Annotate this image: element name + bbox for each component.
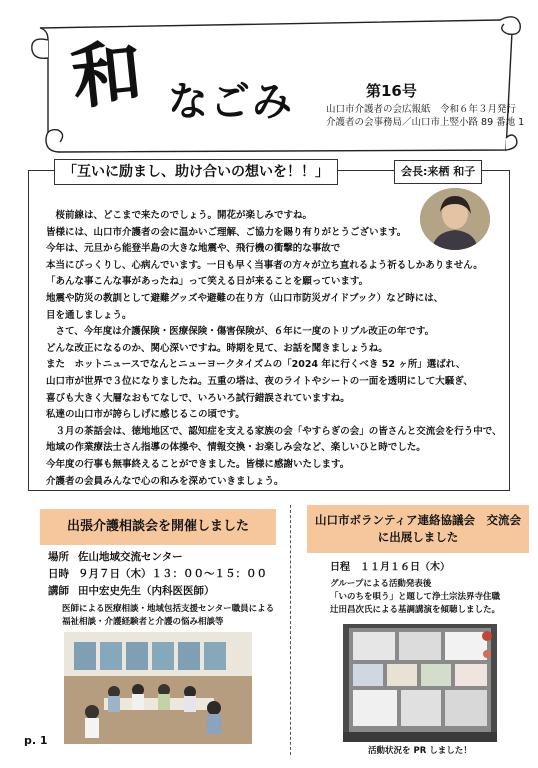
message-line: また ホットニュースでなんとニューヨークタイズムの「2024 年に行くべき 52 ヶ所」選ばれ、 — [46, 359, 466, 371]
date-label: 日時 — [48, 568, 69, 580]
consultation-note-2: 福祉相談・介護経験者と介護の悩み相談等 — [62, 617, 224, 627]
place-label: 場所 — [48, 551, 69, 563]
message-line: 目を通しましょう。 — [46, 309, 132, 321]
volunteer-note — [330, 578, 500, 617]
pub-line-2: 介護者の会事務局／山口市上竪小路 89 番地 1 — [326, 117, 525, 128]
volunteer-note-1: グループによる活動発表後 — [330, 579, 432, 589]
message-line: 今年は、元旦から能登半島の大きな地震や、飛行機の衝撃的な事故で — [46, 243, 341, 255]
consultation-title: 出張介護相談会を開催しました — [40, 509, 276, 545]
lecturer-value: 田中宏史先生（内科医医師） — [78, 585, 215, 597]
date-value: ９月７日（木）１３：００～１５：００ — [78, 568, 267, 580]
pub-line-1: 山口市介護者の会広報紙 令和６年３月発行 — [326, 104, 517, 115]
lecturer-label: 講師 — [48, 585, 69, 597]
place-value: 佐山地域交流センター — [78, 551, 183, 563]
message-line: どんな改正になるのか、関心深いですね。時期を見て、お話を聞きましょうね。 — [46, 342, 388, 354]
activity-caption: 活動状況を PR しました！ — [368, 746, 472, 756]
message-author: 会長:来栖 和子 — [394, 160, 482, 184]
message-line: 皆様には、山口市介護者の会に温かいご理解、ご協力を賜り有りがとうございます。 — [46, 226, 407, 238]
message-line: 私達の山口市が誇らしげに感じるこの頃です。 — [46, 409, 245, 421]
volunteer-title — [307, 505, 529, 553]
logo-kanji: 和 — [67, 29, 147, 120]
lecturer-row — [48, 586, 215, 597]
message-line: 地震や防災の教訓として避難グッズや避難の在り方（山口市防災ガイドブック）など時には、 — [46, 292, 444, 304]
message-line: 山口市が世界で３位になりましたね。五重の塔は、夜のライトやシートの一面を透明にして大騒ぎ、 — [46, 375, 473, 387]
consultation-photo — [64, 632, 252, 744]
volunteer-date-row — [330, 563, 450, 573]
message-line: 本当にびっくりし、心病んでいます。一日も早く当事者の方々が立ち直れるよう祈るしかありません。 — [46, 259, 483, 271]
volunteer-date: １１月１６日（木） — [360, 562, 450, 573]
message-line: 地域の作業療法士さん指導の体操や、情報交換・お楽しみ会など、楽しいひと時でした。 — [46, 442, 426, 454]
page-number: p. 1 — [24, 734, 48, 747]
message-title: 「互いに励まし、助け合いの想いを！！」 — [54, 159, 338, 185]
message-line: 喜びも大きく大層なおもてなしで、いろいろ試行錯誤されていますね。 — [46, 392, 350, 404]
message-line: ３月の茶話会は、徳地地区で、認知症を支える家族の会「やすらぎの会」の皆さんと交流会を行う中で、 — [46, 425, 502, 437]
date-row — [48, 569, 267, 580]
consultation-note-1: 医師による医療相談・地域包括支援センター職員による — [62, 604, 275, 614]
volunteer-date-label: 日程 — [330, 562, 350, 573]
message-body — [46, 208, 504, 490]
issue-number: 第16号 — [366, 82, 417, 100]
logo-kana: なごみ — [168, 78, 294, 125]
message-line: 桜前線は、どこまで来たのでしょう。開花が楽しみですね。 — [46, 210, 313, 221]
message-line: さて、今年度は介護保険・医療保険・傷害保険が、６年に一度のトリプル改正の年です。 — [46, 326, 435, 338]
publication-info — [326, 103, 524, 129]
volunteer-title-1: 山口市ボランティア連絡協議会 交流会 — [314, 513, 522, 527]
message-line: 介護者の会員みんなで心の和みを深めていきましょう。 — [46, 475, 284, 487]
activity-board-photo — [343, 624, 497, 742]
message-line: 今年度の行事も無事終えることができました。皆様に感謝いたします。 — [46, 458, 350, 470]
place-row — [48, 552, 183, 563]
column-divider — [290, 505, 291, 755]
volunteer-note-2: 「いのちを唄う」と題して浄土宗法界寺住職 — [330, 592, 501, 602]
message-line: 「あんな事こんな事があったね」って笑える日が来ることを願っています。 — [46, 276, 369, 288]
consultation-note — [62, 603, 274, 629]
volunteer-note-3: 辻田昌次氏による基調講演を傾聴しました。 — [330, 605, 501, 615]
volunteer-title-2: に出展しました — [377, 530, 459, 544]
